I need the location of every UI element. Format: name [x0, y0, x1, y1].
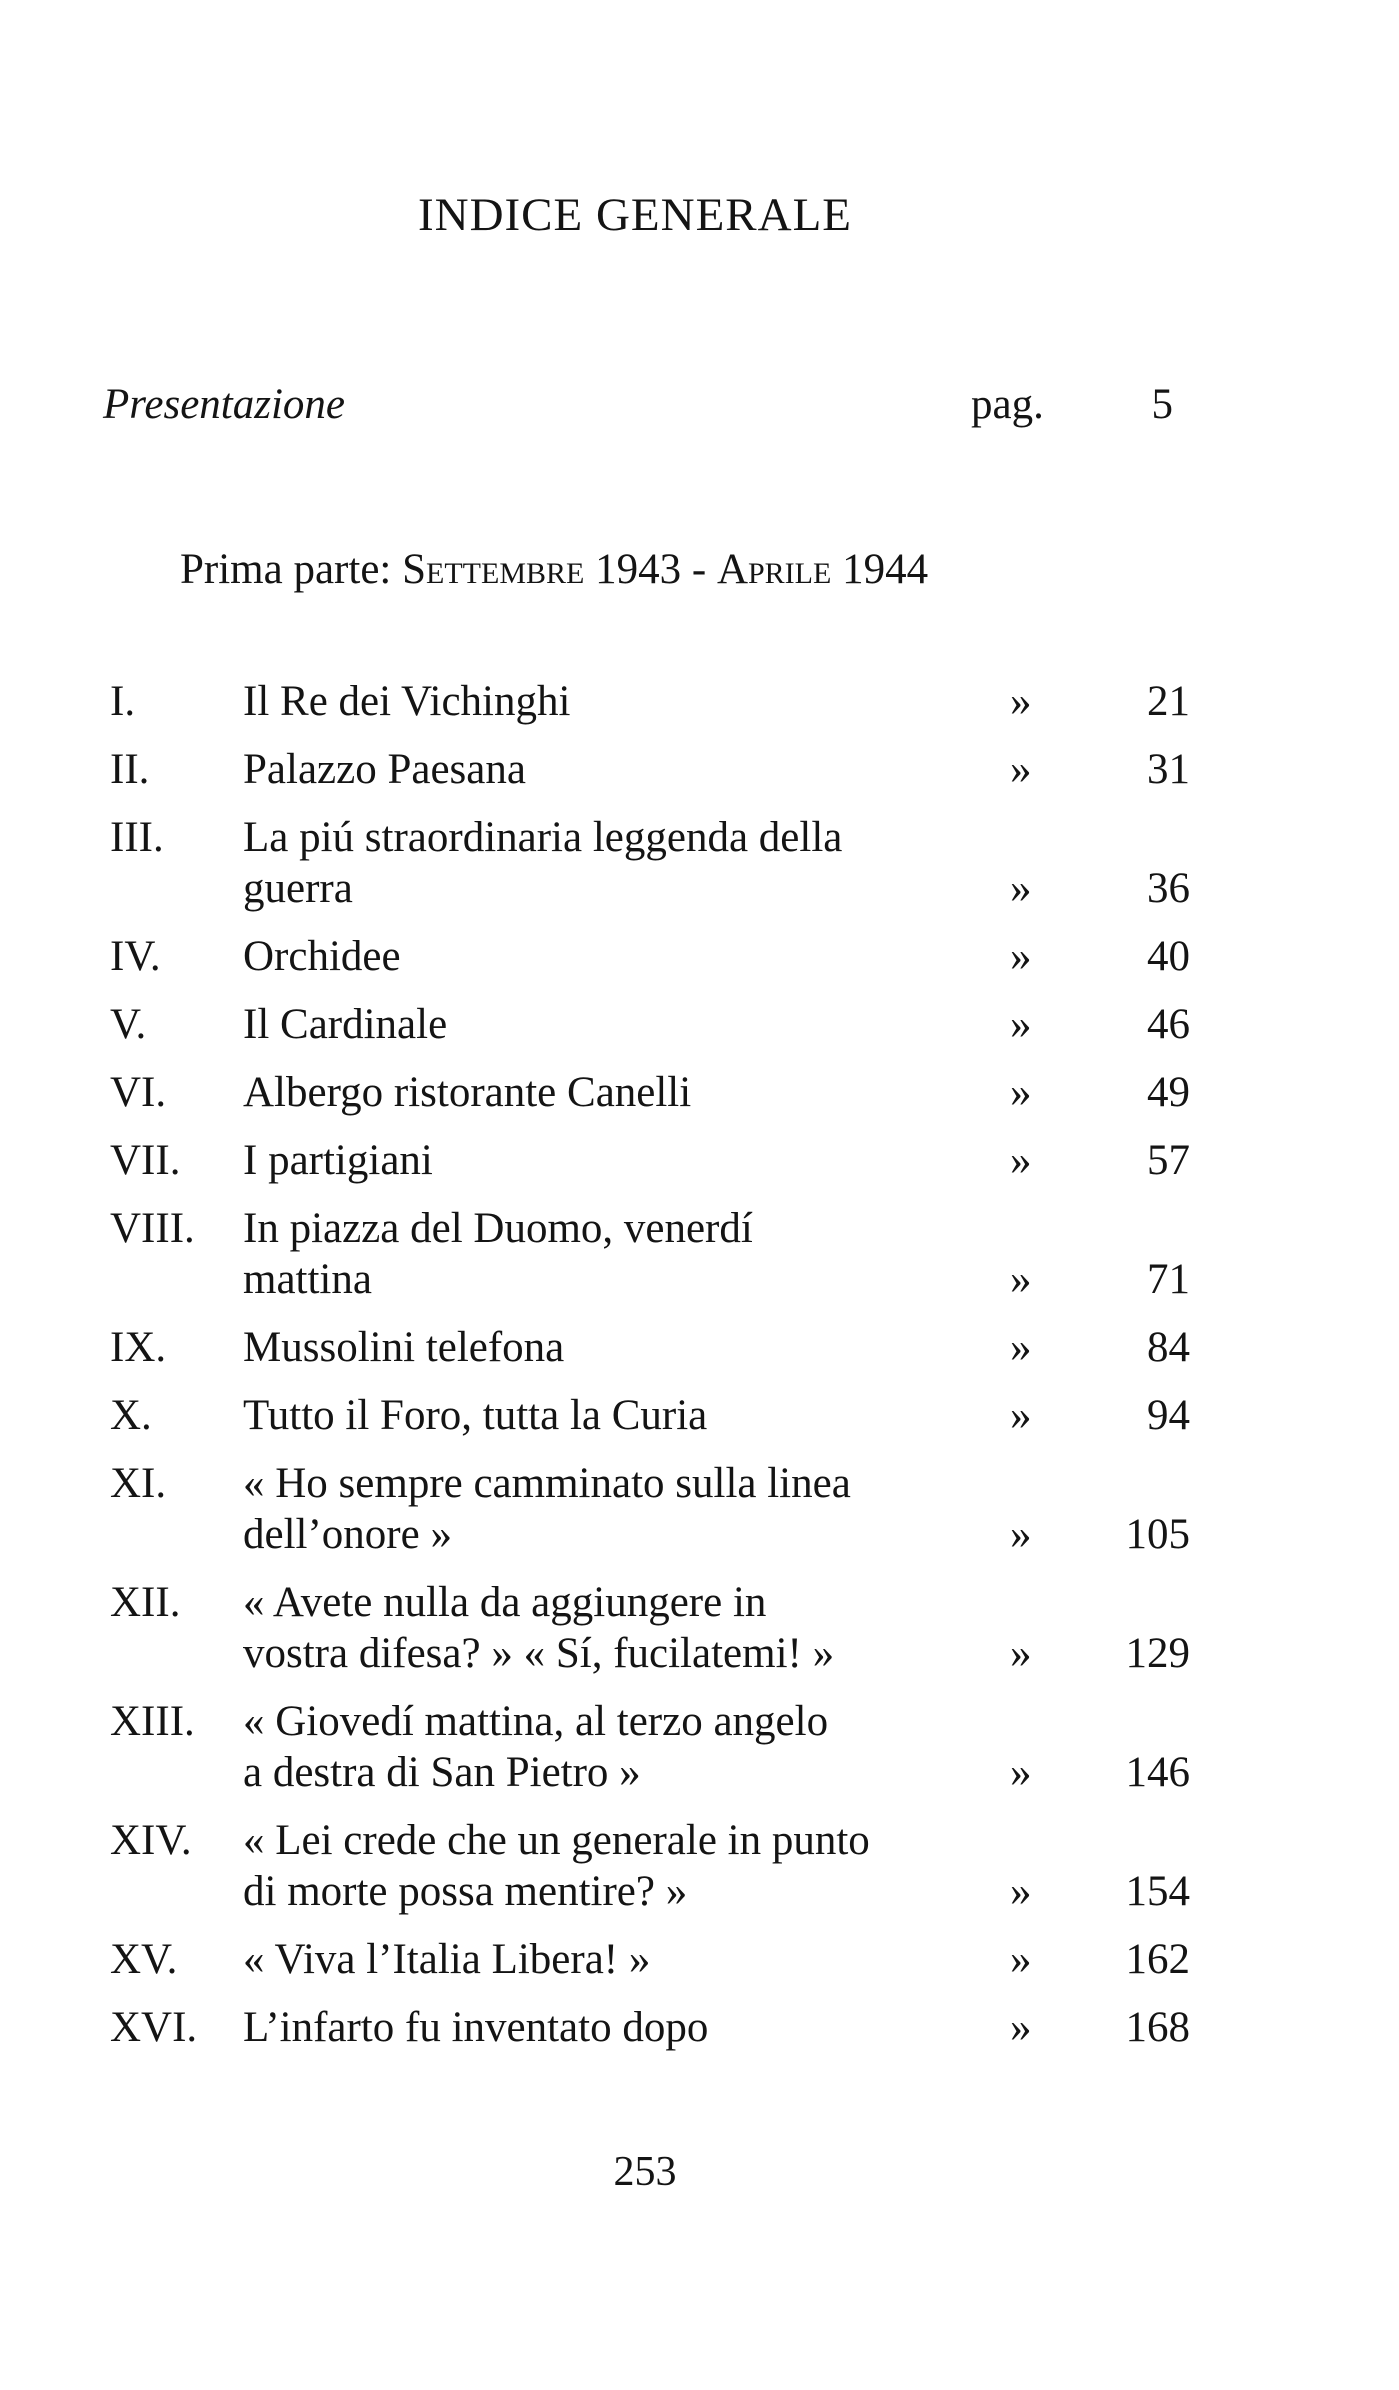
- presentation-title: Presentazione: [103, 381, 346, 428]
- chapter-title-line: « Giovedí mattina, al terzo angelo: [243, 1698, 829, 1745]
- ditto-mark: »: [1010, 933, 1032, 980]
- ditto-mark: »: [1010, 1256, 1032, 1303]
- chapter-page-number: 168: [1125, 2004, 1190, 2051]
- chapter-title-line: a destra di San Pietro »: [243, 1749, 641, 1796]
- chapter-number: VII.: [110, 1137, 181, 1184]
- chapter-page-number: 71: [1147, 1256, 1190, 1303]
- chapter-page-number: 129: [1125, 1630, 1190, 1677]
- ditto-mark: »: [1010, 1630, 1032, 1677]
- chapter-title-line: Il Cardinale: [243, 1001, 448, 1048]
- chapter-title-line: « Avete nulla da aggiungere in: [243, 1579, 767, 1626]
- chapter-page-number: 162: [1125, 1936, 1190, 1983]
- ditto-mark: »: [1010, 1001, 1032, 1048]
- chapter-title: [243, 1135, 943, 1186]
- chapter-title-line: Orchidee: [243, 933, 401, 980]
- pag-label: pag.: [971, 381, 1044, 428]
- ditto-mark: »: [1010, 1324, 1032, 1371]
- part-separator: -: [681, 546, 717, 593]
- part-prefix: Prima parte:: [180, 546, 403, 593]
- chapter-title: [243, 1067, 943, 1118]
- chapter-page-number: 36: [1147, 865, 1190, 912]
- page-folio: 253: [613, 2149, 677, 2195]
- page-title: INDICE GENERALE: [417, 189, 852, 241]
- part-end-month: Aprile: [716, 546, 832, 593]
- ditto-mark: »: [1010, 1392, 1032, 1439]
- chapter-page-number: 21: [1147, 678, 1190, 725]
- toc-entry: [110, 1322, 1190, 1373]
- chapter-number: XV.: [110, 1936, 178, 1983]
- chapter-title-line: Mussolini telefona: [243, 1324, 565, 1371]
- chapter-page-number: 46: [1147, 1001, 1190, 1048]
- chapter-title-line: « Viva l’Italia Libera! »: [243, 1936, 651, 1983]
- part-start-year: 1943: [584, 546, 682, 593]
- toc-entry: [110, 1934, 1190, 1985]
- ditto-mark: »: [1010, 1936, 1032, 1983]
- chapter-title: [243, 676, 943, 727]
- chapter-number: X.: [110, 1392, 152, 1439]
- toc-entry: [110, 931, 1190, 982]
- chapter-title-line: Tutto il Foro, tutta la Curia: [243, 1392, 708, 1439]
- chapter-number: V.: [110, 1001, 147, 1048]
- toc-entry: [110, 812, 1190, 914]
- toc-entry: [110, 1067, 1190, 1118]
- chapter-title-line: « Ho sempre camminato sulla linea: [243, 1460, 851, 1507]
- table-of-contents: [110, 676, 1190, 2070]
- chapter-number: XIII.: [110, 1698, 195, 1745]
- presentation-page-number: 5: [1151, 381, 1173, 428]
- part-heading: [180, 545, 928, 594]
- chapter-number: VI.: [110, 1069, 167, 1116]
- toc-entry: [110, 676, 1190, 727]
- ditto-mark: »: [1010, 1868, 1032, 1915]
- chapter-page-number: 84: [1147, 1324, 1190, 1371]
- toc-entry: [110, 1203, 1190, 1305]
- chapter-title: [243, 1322, 943, 1373]
- chapter-page-number: 105: [1125, 1511, 1190, 1558]
- chapter-title-line: « Lei crede che un generale in punto: [243, 1817, 870, 1864]
- chapter-title: [243, 1390, 943, 1441]
- chapter-title: [243, 931, 943, 982]
- chapter-title-line: guerra: [243, 865, 353, 912]
- chapter-page-number: 146: [1125, 1749, 1190, 1796]
- toc-entry: [110, 999, 1190, 1050]
- chapter-number: XVI.: [110, 2004, 198, 2051]
- chapter-number: XIV.: [110, 1817, 192, 1864]
- ditto-mark: »: [1010, 678, 1032, 725]
- toc-entry: [110, 2002, 1190, 2053]
- chapter-title-line: Albergo ristorante Canelli: [243, 1069, 692, 1116]
- part-end-year: 1944: [831, 546, 929, 593]
- chapter-title: [243, 1696, 943, 1798]
- toc-entry: [110, 1458, 1190, 1560]
- chapter-page-number: 57: [1147, 1137, 1190, 1184]
- chapter-page-number: 49: [1147, 1069, 1190, 1116]
- ditto-mark: »: [1010, 2004, 1032, 2051]
- chapter-title-line: Il Re dei Vichinghi: [243, 678, 571, 725]
- chapter-page-number: 94: [1147, 1392, 1190, 1439]
- toc-entry: [110, 744, 1190, 795]
- chapter-title-line: La piú straordinaria leggenda della: [243, 814, 843, 861]
- chapter-number: XI.: [110, 1460, 167, 1507]
- chapter-title: [243, 2002, 943, 2053]
- toc-entry: [110, 1815, 1190, 1917]
- chapter-page-number: 40: [1147, 933, 1190, 980]
- ditto-mark: »: [1010, 1069, 1032, 1116]
- chapter-title-line: Palazzo Paesana: [243, 746, 526, 793]
- chapter-title: [243, 1815, 943, 1917]
- presentation-entry: [103, 380, 1173, 440]
- chapter-number: XII.: [110, 1579, 181, 1626]
- chapter-title-line: vostra difesa? » « Sí, fucilatemi! »: [243, 1630, 835, 1677]
- chapter-number: IX.: [110, 1324, 167, 1371]
- chapter-title: [243, 744, 943, 795]
- chapter-title-line: di morte possa mentire? »: [243, 1868, 688, 1915]
- chapter-title: [243, 1577, 943, 1679]
- chapter-number: III.: [110, 814, 164, 861]
- chapter-title-line: In piazza del Duomo, venerdí: [243, 1205, 753, 1252]
- chapter-title-line: L’infarto fu inventato dopo: [243, 2004, 709, 2051]
- chapter-title: [243, 812, 943, 914]
- chapter-title: [243, 1458, 943, 1560]
- chapter-title-line: dell’onore »: [243, 1511, 452, 1558]
- chapter-number: I.: [110, 678, 136, 725]
- toc-entry: [110, 1390, 1190, 1441]
- chapter-number: II.: [110, 746, 150, 793]
- chapter-title-line: I partigiani: [243, 1137, 433, 1184]
- chapter-page-number: 31: [1147, 746, 1190, 793]
- toc-entry: [110, 1135, 1190, 1186]
- chapter-number: VIII.: [110, 1205, 195, 1252]
- ditto-mark: »: [1010, 746, 1032, 793]
- toc-entry: [110, 1577, 1190, 1679]
- chapter-title-line: mattina: [243, 1256, 372, 1303]
- ditto-mark: »: [1010, 865, 1032, 912]
- chapter-title: [243, 1203, 943, 1305]
- toc-entry: [110, 1696, 1190, 1798]
- chapter-number: IV.: [110, 933, 161, 980]
- ditto-mark: »: [1010, 1749, 1032, 1796]
- part-start-month: Settembre: [402, 546, 585, 593]
- chapter-title: [243, 999, 943, 1050]
- ditto-mark: »: [1010, 1511, 1032, 1558]
- chapter-title: [243, 1934, 943, 1985]
- ditto-mark: »: [1010, 1137, 1032, 1184]
- chapter-page-number: 154: [1125, 1868, 1190, 1915]
